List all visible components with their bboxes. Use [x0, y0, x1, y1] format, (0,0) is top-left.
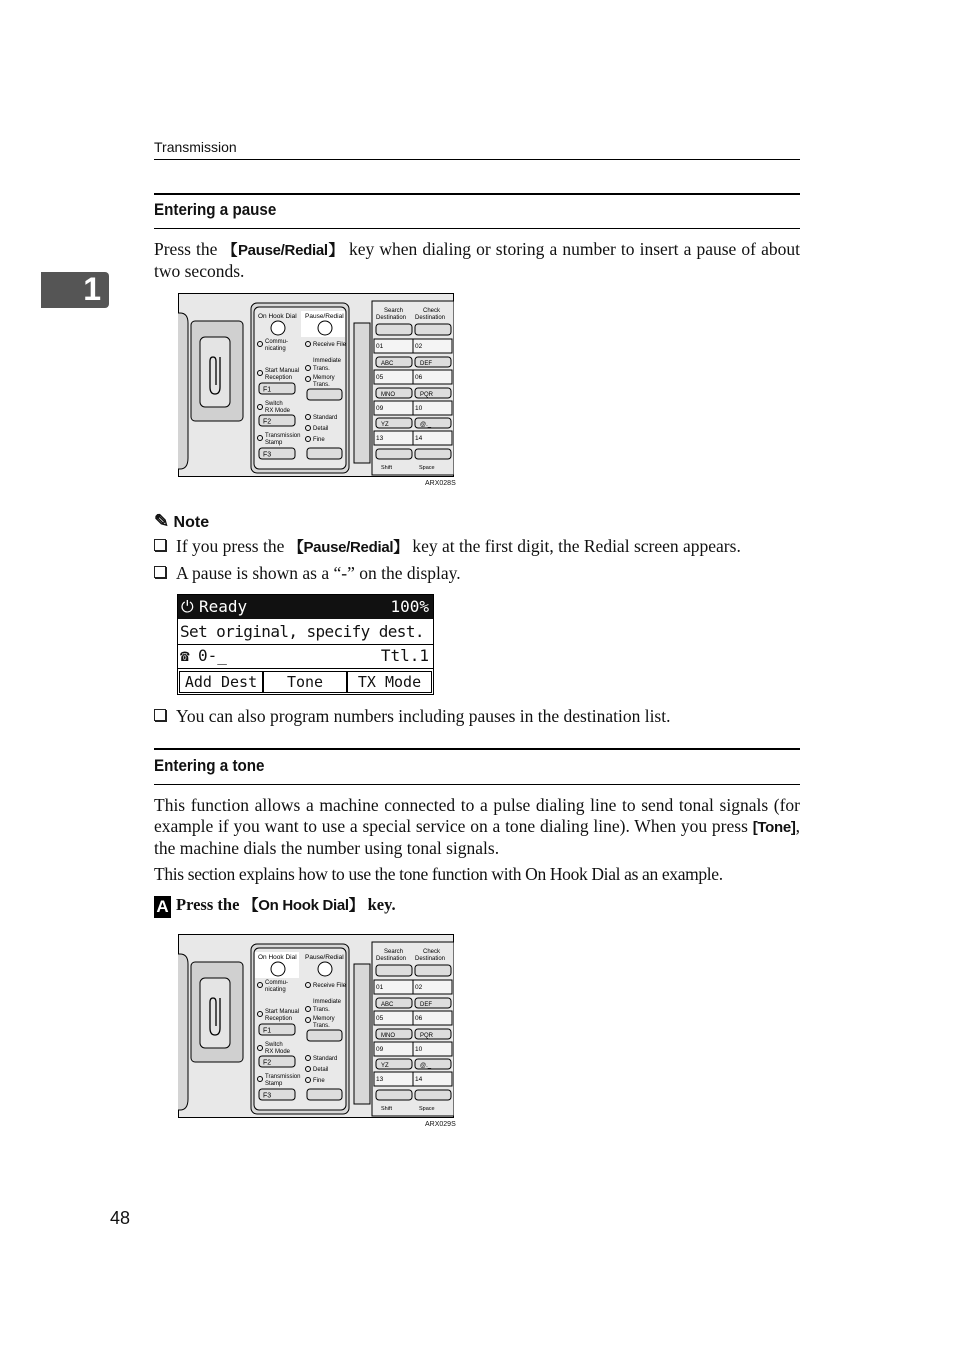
section-heading-tone: Entering a tone	[154, 757, 265, 775]
svg-text:F1: F1	[263, 386, 272, 394]
svg-text:Trans.: Trans.	[313, 1023, 330, 1029]
svg-text:DEF: DEF	[420, 361, 432, 367]
svg-text:01: 01	[376, 984, 384, 991]
lcd-display	[177, 594, 434, 695]
note-item: If you press the 【Pause/Redial】 key at the first digit, the Redial screen appears.	[154, 536, 814, 558]
svg-text:06: 06	[415, 374, 423, 381]
svg-text:F3: F3	[263, 451, 272, 459]
softkey-tx-mode[interactable]: TX Mode	[347, 671, 432, 693]
section-rule-top	[154, 193, 800, 195]
telephone-icon: ☎	[180, 646, 190, 665]
svg-text:Detail: Detail	[313, 1067, 329, 1073]
section-heading-pause: Entering a pause	[154, 201, 277, 219]
svg-text:nicating: nicating	[265, 987, 286, 993]
figure-code: ARX029S	[425, 1121, 456, 1128]
svg-text:Trans.: Trans.	[313, 382, 330, 388]
svg-text:13: 13	[376, 435, 384, 442]
svg-text:Start Manual: Start Manual	[265, 368, 300, 374]
section-rule-top	[154, 748, 800, 750]
svg-text:Shift: Shift	[381, 1106, 393, 1112]
svg-text:Switch: Switch	[265, 401, 283, 407]
control-panel-figure	[178, 293, 454, 477]
svg-text:Memory: Memory	[313, 375, 335, 381]
svg-text:F2: F2	[263, 418, 272, 426]
svg-text:Start Manual: Start Manual	[265, 1009, 300, 1015]
svg-text:Standard: Standard	[313, 415, 338, 421]
svg-text:RX Mode: RX Mode	[265, 1049, 291, 1055]
svg-text:Destination: Destination	[376, 315, 407, 321]
step-instruction: A Press the 【On Hook Dial】 key.	[154, 894, 396, 918]
svg-text:Standard: Standard	[313, 1056, 338, 1062]
svg-text:PQR: PQR	[420, 392, 434, 398]
note-item: You can also program numbers including pauses in the destination list.	[154, 706, 670, 727]
lcd-message-row: Set original, specify dest.	[178, 620, 433, 645]
svg-text:10: 10	[415, 1046, 423, 1053]
svg-text:Fine: Fine	[313, 437, 325, 443]
svg-text:14: 14	[415, 435, 423, 442]
figure-code: ARX028S	[425, 480, 456, 487]
svg-text:YZ: YZ	[381, 1063, 389, 1069]
svg-text:Search: Search	[384, 308, 404, 314]
svg-text:Check: Check	[423, 308, 441, 314]
chapter-tab	[41, 272, 109, 308]
tone-explanation: This section explains how to use the tone function with On Hook Dial as an example.	[154, 864, 723, 884]
svg-text:Search: Search	[384, 949, 404, 955]
section-rule-bottom	[154, 228, 800, 229]
svg-text:Transmission: Transmission	[265, 433, 301, 439]
svg-text:@._: @._	[420, 1063, 432, 1069]
svg-text:Trans.: Trans.	[313, 366, 330, 372]
svg-text:MNO: MNO	[381, 392, 395, 398]
svg-text:Destination: Destination	[415, 956, 446, 962]
on-hook-dial-label: On Hook Dial	[258, 313, 297, 320]
lcd-softkey-row	[178, 669, 433, 693]
svg-text:Memory: Memory	[313, 1016, 335, 1022]
svg-text:RX Mode: RX Mode	[265, 408, 291, 414]
svg-text:Trans.: Trans.	[313, 1007, 330, 1013]
svg-text:Space: Space	[419, 1106, 435, 1112]
on-hook-dial-key: 【On Hook Dial】	[243, 897, 364, 914]
svg-text:Receive File: Receive File	[313, 342, 347, 348]
svg-text:Reception: Reception	[265, 375, 293, 381]
softkey-add-dest[interactable]: Add Dest	[179, 671, 263, 693]
svg-text:Commu-: Commu-	[265, 339, 289, 345]
pause-paragraph: Press the 【Pause/Redial】 key when dialing or storing a number to insert a pause of about two seconds.	[154, 239, 800, 281]
svg-text:02: 02	[415, 343, 423, 350]
svg-text:Destination: Destination	[376, 956, 407, 962]
svg-text:05: 05	[376, 1015, 384, 1022]
svg-text:13: 13	[376, 1076, 384, 1083]
svg-text:Check: Check	[423, 949, 441, 955]
svg-text:Destination: Destination	[415, 315, 446, 321]
svg-text:F1: F1	[263, 1027, 272, 1035]
control-panel-figure	[178, 934, 454, 1118]
svg-text:ABC: ABC	[381, 361, 394, 367]
tone-paragraph: This function allows a machine connected to a pulse dialing line to send tonal signals (for example if you want to use a special service on a tone dialing line). When you press [Tone], the machine dials the number using tonal signals.	[154, 795, 800, 858]
svg-text:Stamp: Stamp	[265, 1081, 283, 1087]
svg-text:PQR: PQR	[420, 1033, 434, 1039]
svg-text:F2: F2	[263, 1059, 272, 1067]
page-number: 48	[110, 1208, 131, 1228]
checkbox-bullet-icon	[154, 539, 166, 551]
svg-text:MNO: MNO	[381, 1033, 395, 1039]
svg-text:Detail: Detail	[313, 426, 329, 432]
checkbox-bullet-icon	[154, 566, 166, 578]
chapter-number: 1	[83, 271, 101, 307]
svg-text:DEF: DEF	[420, 1002, 432, 1008]
svg-text:06: 06	[415, 1015, 423, 1022]
svg-text:Stamp: Stamp	[265, 440, 283, 446]
svg-text:05: 05	[376, 374, 384, 381]
tone-key: [Tone]	[752, 819, 796, 836]
svg-text:@._: @._	[420, 422, 432, 428]
svg-text:Shift: Shift	[381, 465, 393, 471]
softkey-tone[interactable]: Tone	[263, 671, 347, 693]
svg-text:09: 09	[376, 1046, 384, 1053]
svg-text:02: 02	[415, 984, 423, 991]
step-letter-badge: A	[154, 896, 171, 918]
section-rule-bottom	[154, 784, 800, 785]
pause-redial-key: 【Pause/Redial】	[222, 242, 344, 259]
svg-text:Commu-: Commu-	[265, 980, 289, 986]
svg-text:F3: F3	[263, 1092, 272, 1100]
svg-text:01: 01	[376, 343, 384, 350]
svg-text:14: 14	[415, 1076, 423, 1083]
note-item: A pause is shown as a “-” on the display.	[154, 563, 461, 584]
lcd-status-row: ⏻ Ready 100%	[178, 595, 433, 619]
svg-text:10: 10	[415, 405, 423, 412]
svg-text:Reception: Reception	[265, 1016, 293, 1022]
power-icon: ⏻	[181, 597, 194, 616]
svg-text:ABC: ABC	[381, 1002, 394, 1008]
pause-redial-label: Pause/Redial	[305, 313, 344, 320]
lcd-number-row: ☎ 0-_ Ttl.1	[178, 644, 433, 669]
svg-text:Transmission: Transmission	[265, 1074, 301, 1080]
svg-text:Fine: Fine	[313, 1078, 325, 1084]
note-heading: ✎ Note	[154, 511, 210, 531]
svg-text:Immediate: Immediate	[313, 999, 342, 1005]
svg-text:Space: Space	[419, 465, 435, 471]
pause-redial-label: Pause/Redial	[305, 954, 344, 961]
pencil-icon: ✎	[154, 511, 170, 531]
checkbox-bullet-icon	[154, 709, 166, 721]
svg-text:YZ: YZ	[381, 422, 389, 428]
svg-text:Immediate: Immediate	[313, 358, 342, 364]
svg-text:09: 09	[376, 405, 384, 412]
svg-text:Receive File: Receive File	[313, 983, 347, 989]
svg-text:Switch: Switch	[265, 1042, 283, 1048]
header-rule	[154, 159, 800, 160]
svg-text:nicating: nicating	[265, 346, 286, 352]
running-header: Transmission	[154, 139, 237, 155]
on-hook-dial-label: On Hook Dial	[258, 954, 297, 961]
